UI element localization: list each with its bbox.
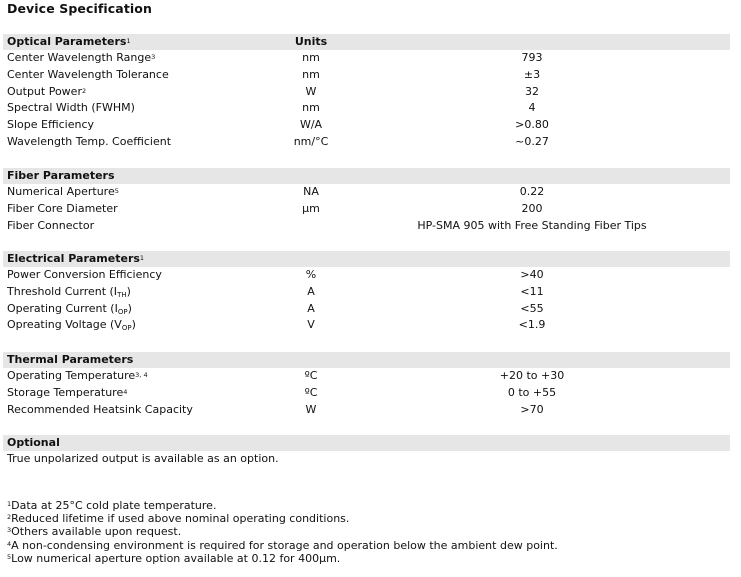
footnote-text: Data at 25°C cold plate temperature. <box>11 499 217 512</box>
table-row <box>0 67 741 84</box>
param-label <box>7 184 119 201</box>
footnote-number: 5 <box>7 552 12 561</box>
param-unit: ºC <box>304 385 318 399</box>
table-row <box>0 368 741 385</box>
param-value: 4 <box>528 101 536 115</box>
param-value: 0.22 <box>519 185 545 198</box>
param-value: ±3 <box>523 67 541 81</box>
table-row <box>0 134 741 151</box>
param-rows <box>0 50 741 151</box>
param-label-close: ) <box>131 318 136 332</box>
param-value: 32 <box>525 84 539 98</box>
param-label <box>7 385 127 402</box>
param-label <box>7 117 94 134</box>
section-header <box>3 352 730 368</box>
param-label <box>7 67 169 84</box>
footnote <box>7 552 558 565</box>
table-row <box>0 117 741 134</box>
param-value: >0.80 <box>515 118 549 132</box>
footnote-text: A non-condensing environment is required for storage and operation below the ambient dew point. <box>11 538 558 552</box>
param-label <box>7 267 162 284</box>
param-label-text: Recommended Heatsink Capacity <box>7 402 193 416</box>
param-label-text: Operating Temperature <box>7 369 136 382</box>
param-value: >40 <box>520 268 544 281</box>
section-title: Optional <box>7 436 60 449</box>
param-label-text: Opreating Voltage (V <box>7 318 122 332</box>
optical-section <box>0 34 741 151</box>
param-unit: V <box>307 318 315 332</box>
param-label-text: Center Wavelength Tolerance <box>7 67 169 81</box>
param-value: HP-SMA 905 with Free Standing Fiber Tips <box>417 218 647 232</box>
optional-text: True unpolarized output is available as an option. <box>7 452 279 465</box>
footnote-ref: 2 <box>81 86 87 95</box>
param-label <box>7 368 148 385</box>
table-row <box>0 402 741 419</box>
table-row <box>0 267 741 284</box>
param-unit: A <box>307 284 315 298</box>
param-label-close: ) <box>126 284 131 298</box>
subscript: TH <box>117 290 127 299</box>
param-label <box>7 402 193 419</box>
param-label-close: ) <box>127 301 132 315</box>
param-unit: W/A <box>299 118 323 132</box>
param-value: 793 <box>521 51 543 64</box>
param-label-text: Numerical Aperture <box>7 185 115 198</box>
table-row <box>0 50 741 67</box>
section-header <box>3 34 730 50</box>
param-unit: nm/°C <box>293 134 329 148</box>
table-row <box>0 100 741 117</box>
footnote-text: Reduced lifetime if used above nominal operating conditions. <box>11 512 350 526</box>
param-unit: nm <box>302 51 320 64</box>
param-value: <11 <box>520 284 544 298</box>
table-row <box>0 184 741 201</box>
thermal-section <box>0 352 741 418</box>
optional-row <box>0 451 741 468</box>
section-title: Fiber Parameters <box>7 169 115 182</box>
section-header <box>3 251 730 267</box>
section-title-text: Electrical Parameters <box>7 252 140 265</box>
footnote-ref: 1 <box>139 254 145 262</box>
units-header: Units <box>294 35 328 48</box>
section-title <box>7 251 144 267</box>
param-label <box>7 301 132 319</box>
param-label-text: Fiber Connector <box>7 218 95 232</box>
footnotes <box>7 499 558 565</box>
footnote-ref: 4 <box>123 387 128 396</box>
param-label-text: Storage Temperature <box>7 385 124 399</box>
param-label-text: Spectral Width (FWHM) <box>7 101 135 115</box>
param-label <box>7 50 155 67</box>
fiber-section <box>0 168 741 234</box>
param-label <box>7 100 135 117</box>
footnote <box>7 525 558 538</box>
param-unit: µm <box>302 201 320 215</box>
param-label-text: Center Wavelength Range <box>7 51 152 64</box>
footnote-text: Others available upon request. <box>11 525 182 539</box>
table-row <box>0 317 741 334</box>
footnote-ref: 1 <box>126 37 131 45</box>
table-row <box>0 84 741 101</box>
param-label-text: Threshold Current (I <box>7 284 118 298</box>
section-header <box>3 435 730 451</box>
section-title: Thermal Parameters <box>7 353 134 366</box>
footnote <box>7 512 558 525</box>
param-label-text: Power Conversion Efficiency <box>7 268 162 281</box>
footnote <box>7 499 558 512</box>
footnote-number: 3 <box>7 526 12 535</box>
param-label-text: Operating Current (I <box>7 301 118 315</box>
table-row <box>0 301 741 318</box>
footnote-number: 4 <box>7 539 12 548</box>
electrical-section <box>0 251 741 334</box>
param-unit: NA <box>303 185 319 198</box>
param-label <box>7 84 86 101</box>
param-value: >70 <box>520 402 544 416</box>
footnote-ref: 3 <box>151 53 156 61</box>
table-row <box>0 385 741 402</box>
section-title <box>7 34 131 50</box>
param-label <box>7 134 171 151</box>
param-label-text: Fiber Core Diameter <box>7 201 118 215</box>
param-label <box>7 218 94 235</box>
param-label <box>7 284 131 302</box>
param-label <box>7 201 118 218</box>
table-row <box>0 284 741 301</box>
param-value: +20 to +30 <box>499 369 565 382</box>
param-value: 200 <box>521 201 543 215</box>
footnote <box>7 539 558 552</box>
param-unit: A <box>307 301 315 315</box>
param-label-text: Output Power <box>7 84 82 98</box>
footnote-number: 2 <box>7 513 12 522</box>
param-label-text: Slope Efficiency <box>7 118 95 132</box>
param-value: 0 to +55 <box>507 385 557 399</box>
param-rows <box>0 267 741 334</box>
param-unit: % <box>305 268 317 281</box>
param-value: <55 <box>520 301 544 315</box>
section-header <box>3 168 730 184</box>
param-value: ~0.27 <box>515 134 549 148</box>
footnote-number: 1 <box>7 500 12 508</box>
param-unit: W <box>305 402 317 416</box>
optional-section <box>0 435 741 468</box>
param-label-text: Wavelength Temp. Coefficient <box>7 134 172 148</box>
param-unit: W <box>305 84 317 98</box>
footnote-ref: 3, 4 <box>135 371 148 379</box>
table-row <box>0 201 741 218</box>
param-value: <1.9 <box>518 318 546 332</box>
param-label <box>7 317 136 335</box>
param-unit: ºC <box>304 369 318 382</box>
page-title: Device Specification <box>7 1 152 16</box>
subscript: OP <box>117 307 128 316</box>
footnote-ref: 5 <box>114 187 119 195</box>
param-unit: nm <box>302 67 320 81</box>
table-row <box>0 218 741 235</box>
param-rows <box>0 184 741 234</box>
subscript: OP <box>121 324 132 333</box>
param-rows <box>0 368 741 418</box>
footnote-text: Low numerical aperture option available at 0.12 for 400µm. <box>11 551 341 565</box>
param-unit: nm <box>302 101 320 115</box>
section-title-text: Optical Parameters <box>7 35 127 48</box>
